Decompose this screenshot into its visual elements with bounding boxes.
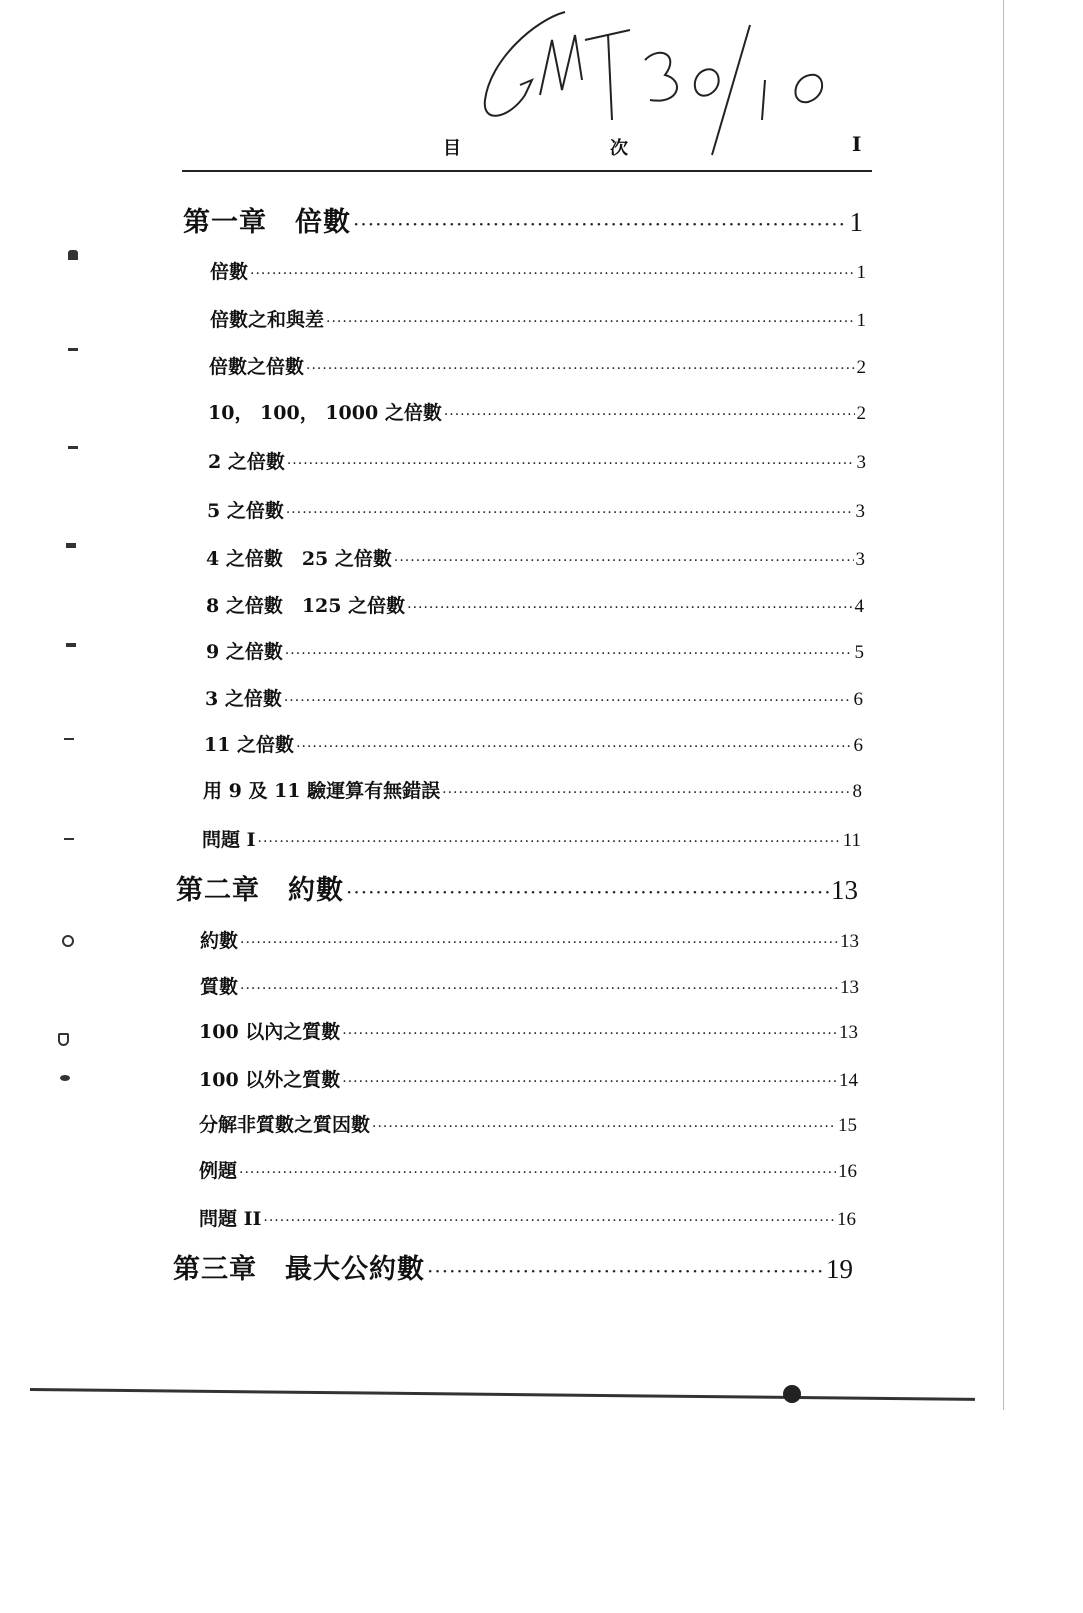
leader-dots bbox=[427, 1259, 824, 1283]
toc-label: 質數 bbox=[200, 976, 239, 998]
toc-entry[interactable] bbox=[199, 1017, 858, 1044]
leader-dots bbox=[326, 314, 854, 330]
toc-page: 3 bbox=[855, 549, 865, 570]
toc-entry[interactable] bbox=[200, 972, 859, 999]
toc-page: 1 bbox=[856, 310, 866, 331]
leader-dots bbox=[407, 600, 852, 616]
toc-entry[interactable] bbox=[199, 1156, 857, 1183]
margin-mark bbox=[68, 446, 78, 449]
leader-dots bbox=[285, 646, 853, 662]
toc-page: 19 bbox=[826, 1254, 853, 1284]
toc-entry[interactable] bbox=[205, 684, 863, 711]
toc-page: 6 bbox=[853, 735, 863, 756]
toc-entry[interactable] bbox=[208, 398, 866, 425]
toc-page: 15 bbox=[838, 1115, 857, 1136]
toc-page: 13 bbox=[839, 1022, 858, 1043]
leader-dots bbox=[240, 935, 838, 951]
toc-label: 9 之倍數 bbox=[206, 641, 283, 663]
toc-label: 問題 I bbox=[202, 829, 256, 851]
leader-dots bbox=[258, 834, 841, 850]
leader-dots bbox=[306, 361, 854, 377]
toc-entry[interactable] bbox=[206, 591, 864, 618]
toc-entry[interactable] bbox=[206, 544, 865, 571]
toc-page: 3 bbox=[855, 501, 865, 522]
toc-label: 5 之倍數 bbox=[207, 500, 284, 522]
header-rule bbox=[182, 170, 872, 172]
toc-label: 100 以內之質數 bbox=[199, 1021, 341, 1043]
bottom-edge-line bbox=[30, 1388, 975, 1401]
toc-label: 用 9 及 11 驗運算有無錯誤 bbox=[203, 780, 441, 802]
header-left: 目 bbox=[443, 138, 461, 159]
toc-entry[interactable] bbox=[209, 352, 866, 379]
toc-page: 16 bbox=[838, 1161, 857, 1182]
page-number-roman: I bbox=[852, 132, 862, 156]
leader-dots bbox=[346, 880, 829, 904]
toc-label: 3 之倍數 bbox=[205, 688, 282, 710]
margin-mark bbox=[64, 838, 74, 840]
leader-dots bbox=[444, 407, 855, 423]
leader-dots bbox=[284, 693, 852, 709]
toc-label: 2 之倍數 bbox=[208, 451, 285, 473]
toc-label: 11 之倍數 bbox=[204, 734, 295, 756]
toc-entry[interactable] bbox=[210, 257, 866, 284]
toc-label: 約數 bbox=[200, 930, 239, 952]
leader-dots bbox=[296, 739, 851, 755]
page-header bbox=[180, 130, 870, 170]
toc-page: 13 bbox=[840, 977, 859, 998]
margin-mark bbox=[66, 543, 76, 548]
toc-label: 4 之倍數 25 之倍數 bbox=[206, 548, 392, 570]
toc-chapter[interactable] bbox=[173, 1247, 853, 1286]
toc-entry[interactable] bbox=[206, 637, 864, 664]
leader-dots bbox=[287, 456, 855, 472]
leader-dots bbox=[342, 1026, 837, 1042]
ink-blot bbox=[783, 1385, 801, 1403]
toc-entry[interactable] bbox=[208, 447, 866, 474]
toc-entry[interactable] bbox=[210, 305, 866, 332]
toc-entry[interactable] bbox=[202, 825, 861, 852]
toc-page: 5 bbox=[854, 642, 864, 663]
toc-page: 11 bbox=[842, 830, 861, 851]
toc-chapter[interactable] bbox=[176, 868, 858, 907]
toc-label: 倍數 bbox=[210, 261, 249, 283]
toc-label: 第一章 倍數 bbox=[183, 207, 351, 238]
leader-dots bbox=[372, 1119, 836, 1135]
toc-label: 10， 100， 1000 之倍數 bbox=[208, 402, 442, 424]
margin-mark bbox=[58, 1033, 69, 1046]
margin-mark bbox=[64, 738, 74, 740]
toc-label: 倍數之和與差 bbox=[210, 309, 325, 331]
toc-label: 問題 II bbox=[199, 1208, 262, 1230]
toc-entry[interactable] bbox=[207, 496, 865, 523]
margin-mark bbox=[66, 643, 76, 647]
leader-dots bbox=[394, 553, 854, 569]
toc-label: 第三章 最大公約數 bbox=[173, 1254, 425, 1285]
toc-page: 14 bbox=[839, 1070, 858, 1091]
leader-dots bbox=[250, 266, 854, 282]
toc-page: 13 bbox=[840, 931, 859, 952]
toc-label: 8 之倍數 125 之倍數 bbox=[206, 595, 406, 617]
toc-page: 13 bbox=[831, 875, 858, 905]
toc-label: 分解非質數之質因數 bbox=[199, 1114, 371, 1136]
leader-dots bbox=[286, 505, 854, 521]
toc-label: 倍數之倍數 bbox=[209, 356, 305, 378]
toc-entry[interactable] bbox=[203, 776, 862, 803]
toc-chapter[interactable] bbox=[183, 200, 863, 239]
toc-page: 8 bbox=[852, 781, 862, 802]
toc-label: 100 以外之質數 bbox=[199, 1069, 341, 1091]
leader-dots bbox=[239, 1165, 836, 1181]
toc-page: 2 bbox=[856, 357, 866, 378]
margin-mark bbox=[62, 935, 74, 947]
toc-page: 1 bbox=[849, 207, 863, 237]
toc-page: 6 bbox=[853, 689, 863, 710]
toc-entry[interactable] bbox=[204, 730, 863, 757]
toc-page: 4 bbox=[854, 596, 864, 617]
margin-mark bbox=[68, 250, 78, 260]
toc-entry[interactable] bbox=[199, 1110, 857, 1137]
margin-mark bbox=[68, 348, 78, 351]
leader-dots bbox=[342, 1074, 837, 1090]
toc-page: 2 bbox=[856, 403, 866, 424]
toc-entry[interactable] bbox=[200, 926, 859, 953]
margin-mark bbox=[60, 1075, 70, 1081]
toc-page: 1 bbox=[856, 262, 866, 283]
page-edge bbox=[1003, 0, 1004, 1410]
toc-entry[interactable] bbox=[199, 1204, 856, 1231]
toc-label: 第二章 約數 bbox=[176, 875, 344, 906]
leader-dots bbox=[240, 981, 838, 997]
toc-entry[interactable] bbox=[199, 1065, 858, 1092]
leader-dots bbox=[442, 785, 850, 801]
toc-page: 3 bbox=[856, 452, 866, 473]
leader-dots bbox=[353, 212, 848, 236]
header-middle: 次 bbox=[610, 138, 628, 159]
toc-label: 例題 bbox=[199, 1160, 238, 1182]
leader-dots bbox=[263, 1213, 835, 1229]
toc-page: 16 bbox=[837, 1209, 856, 1230]
